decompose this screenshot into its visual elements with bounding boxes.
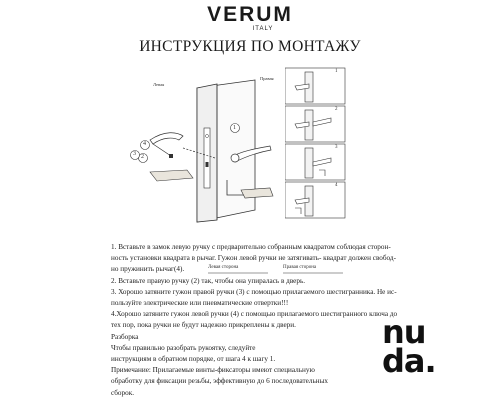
callout-2: 2	[141, 154, 144, 160]
instruction-line: инструкциям в обратном порядке, от шага 4 к шагу 1.	[111, 355, 276, 364]
instruction-line: тех пор, пока ручки не будут надежно прикреплены к двери.	[111, 321, 296, 330]
side-labels	[208, 263, 358, 283]
callout-4: 4	[143, 141, 146, 147]
instruction-line: Чтобы правильно разобрать рукоятку, следуйте	[111, 343, 256, 352]
step-number-3: 3	[335, 145, 338, 150]
step-number-2: 2	[335, 107, 338, 112]
instruction-line: сборок.	[111, 388, 135, 397]
left-side-label: Левая	[153, 82, 165, 87]
left-side-caption: Левая сторона	[208, 265, 239, 270]
instruction-line: 4.Хорошо затяните гужон левой ручки (4) с помощью прилагаемого шестигранного ключа до	[111, 310, 398, 319]
step-number-1: 1	[335, 69, 338, 74]
page-title: ИНСТРУКЦИЯ ПО МОНТАЖУ	[139, 38, 361, 55]
instruction-line: 1. Вставьте в замок левую ручку с предварительно собранным квадратом соблюдая сторон-	[111, 243, 391, 251]
brand-subtitle: ITALY	[252, 26, 274, 32]
right-side-caption: Правая сторона	[283, 265, 317, 270]
instruction-line: Разборка	[111, 332, 139, 341]
instruction-line: Примечание: Прилагаемые винты-фиксаторы имеют специальную	[111, 366, 315, 375]
nuda-logo-line-2: da.	[382, 342, 436, 380]
nuda-logo	[382, 313, 436, 380]
step-panels	[285, 66, 347, 221]
instruction-line: 3. Хорошо затяните гужон правой ручки (3) с помощью прилагаемого шестигранника. Не ис-	[111, 287, 397, 296]
instruction-line: ность установки квадрата в рычаг. Гужон левой ручки не затягивать- квадрат должен свобод-	[111, 254, 396, 263]
callout-3: 3	[133, 151, 136, 157]
instruction-line: обработку для фиксации резьбы, эффективную до 6 последовательных	[111, 377, 328, 386]
instruction-line: пользуйте электрические или пневматические отвертки!!!	[111, 299, 289, 308]
instruction-line: 2. Вставьте правую ручку (2) так, чтобы она упиралась в дверь.	[111, 276, 306, 285]
instruction-line: но пружинить рычаг(4).	[111, 265, 185, 274]
brand-name: VERUM	[207, 3, 293, 26]
brand-logo	[0, 4, 500, 33]
callout-1: 1	[233, 125, 236, 131]
step-number-4: 4	[335, 183, 338, 188]
door-installation-diagram	[105, 70, 300, 230]
right-side-label: Правая	[260, 76, 274, 81]
nuda-logo-line-1: nu	[382, 313, 426, 351]
